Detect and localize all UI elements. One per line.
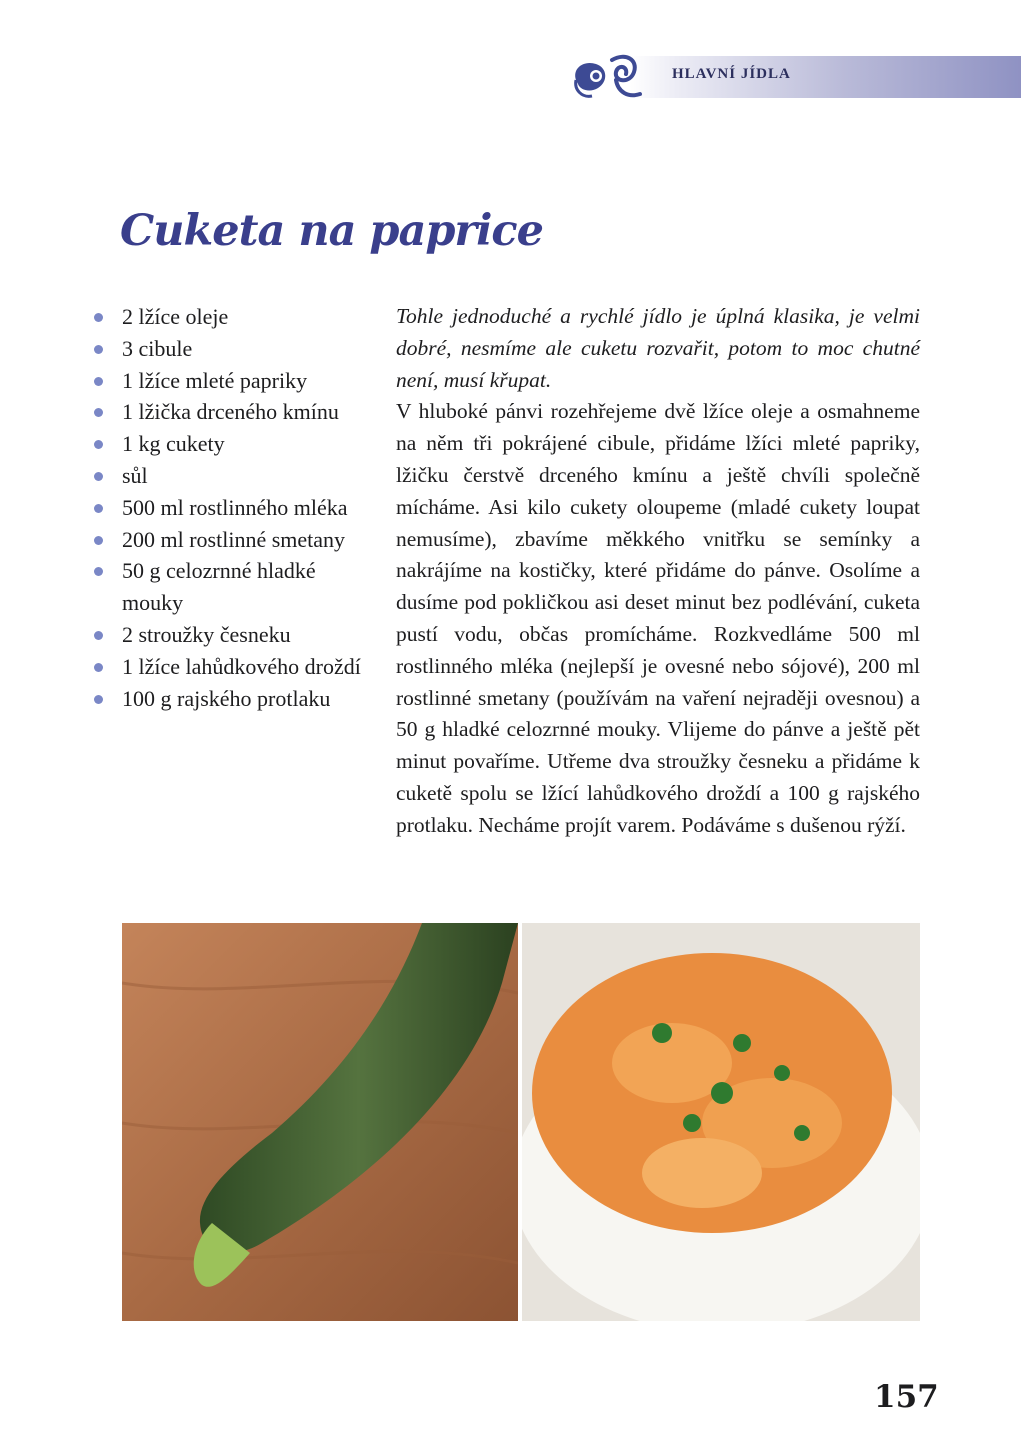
ingredient-item: 1 kg cukety <box>92 428 382 460</box>
ingredient-item: 1 lžíce mleté papriky <box>92 365 382 397</box>
ingredient-item: 2 lžíce oleje <box>92 301 382 333</box>
ingredient-item: 2 stroužky česneku <box>92 619 382 651</box>
dish-photo <box>522 923 920 1321</box>
ingredient-item: sůl <box>92 460 382 492</box>
recipe-text <box>396 301 920 842</box>
recipe-method: V hluboké pánvi rozehřejeme dvě lžíce oleje a osmahneme na něm tři pokrájené cibule, přidáme lžíci mleté papriky, lžičku čerstvě drceného kmínu a ještě chvíli společně mícháme. Asi kilo cukety oloupeme (mladé cukety loupat nemusíme), zbavíme měkkého vnitřku se semínky a nakrájíme na kostičky, které přidáme do pánve. Osolíme a dusíme pod pokličkou asi deset minut bez podlévání, cuketa pustí vodu, občas promícháme. Rozkvedláme 500 ml rostlinného mléka (nejlepší je ovesné nebo sójové), 200 ml rostlinné smetany (používám na vaření nejraději ovesnou) a 50 g hladké celozrnné mouky. Vlijeme do pánve a ještě pět minut povaříme. Utřeme dva stroužky česneku a přidáme k cuketě spolu se lžící lahůdkového droždí a 100 g rajského protlaku. Necháme projít varem. Podáváme s dušenou rýží. <box>396 399 920 837</box>
ingredient-item: 3 cibule <box>92 333 382 365</box>
recipe-title: Cuketa na paprice <box>120 206 543 256</box>
bullet-icon <box>94 536 103 545</box>
bullet-icon <box>94 663 103 672</box>
ingredient-item: 100 g rajského protlaku <box>92 683 382 715</box>
ingredient-list <box>92 301 382 714</box>
bullet-icon <box>94 504 103 513</box>
zucchini-photo <box>122 923 518 1321</box>
section-title: HLAVNÍ JÍDLA <box>672 66 791 82</box>
bullet-icon <box>94 472 103 481</box>
page-number: 157 <box>874 1379 939 1415</box>
recipe-intro: Tohle jednoduché a rychlé jídlo je úplná klasika, je velmi dobré, nesmíme ale cuketu rozvařit, potom to moc chutné není, musí křupat. <box>396 304 920 392</box>
ornament-icon <box>568 50 650 106</box>
bullet-icon <box>94 345 103 354</box>
bullet-icon <box>94 313 103 322</box>
ingredient-item: 1 lžička drceného kmínu <box>92 396 382 428</box>
ingredient-item: 50 g celozrnné hladké mouky <box>92 555 382 619</box>
bullet-icon <box>94 695 103 704</box>
ingredient-item: 500 ml rostlinného mléka <box>92 492 382 524</box>
bullet-icon <box>94 440 103 449</box>
bullet-icon <box>94 377 103 386</box>
bullet-icon <box>94 408 103 417</box>
bullet-icon <box>94 631 103 640</box>
ingredient-item: 200 ml rostlinné smetany <box>92 524 382 556</box>
bullet-icon <box>94 567 103 576</box>
ingredient-item: 1 lžíce lahůdkového droždí <box>92 651 382 683</box>
